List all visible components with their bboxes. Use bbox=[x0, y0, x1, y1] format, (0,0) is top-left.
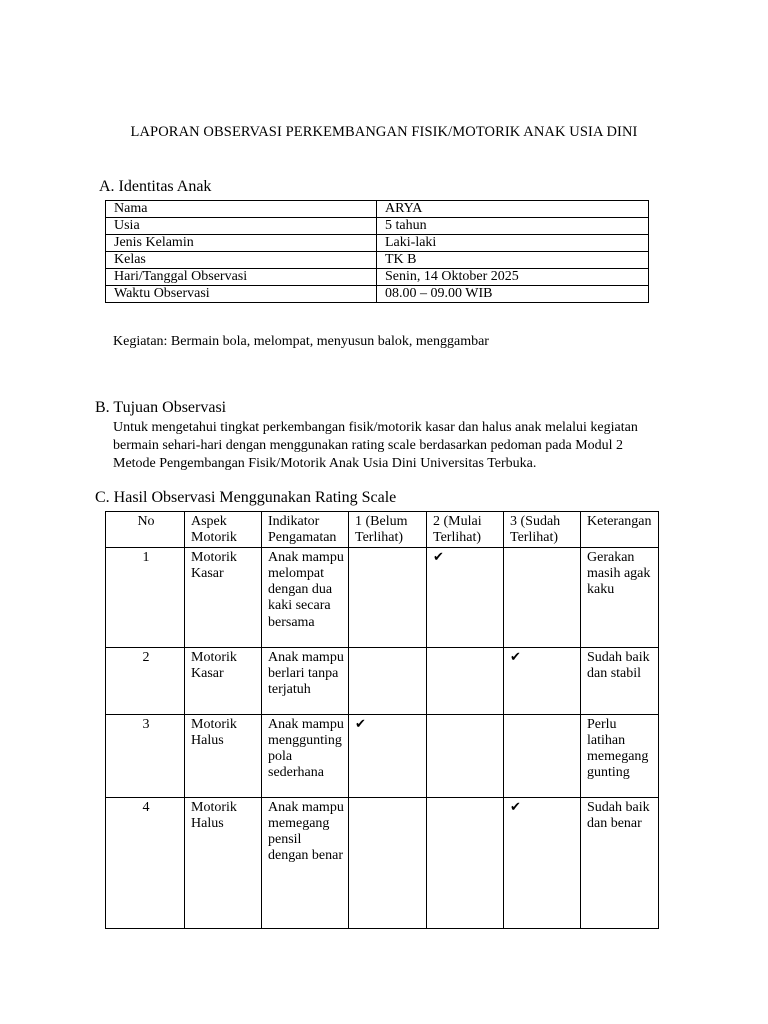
note-cell: Perlu latihan memegang gunting bbox=[581, 714, 659, 797]
identity-label: Kelas bbox=[106, 252, 377, 269]
note-cell: Gerakan masih agak kaku bbox=[581, 547, 659, 647]
score-1-cell: ✔ bbox=[349, 714, 427, 797]
note-cell: Sudah baik dan benar bbox=[581, 797, 659, 928]
table-row bbox=[106, 647, 659, 714]
indicator-cell: Anak mampu memegang pensil dengan benar bbox=[262, 797, 349, 928]
row-number: 3 bbox=[106, 714, 185, 797]
column-header: 1 (Belum Terlihat) bbox=[349, 512, 427, 548]
identity-label: Nama bbox=[106, 201, 377, 218]
page-title: LAPORAN OBSERVASI PERKEMBANGAN FISIK/MOTORIK ANAK USIA DINI bbox=[130, 124, 638, 140]
aspect-cell: Motorik Halus bbox=[185, 714, 262, 797]
indicator-cell: Anak mampu berlari tanpa terjatuh bbox=[262, 647, 349, 714]
identity-value: Laki-laki bbox=[377, 235, 649, 252]
table-row bbox=[106, 547, 659, 647]
indicator-cell: Anak mampu menggunting pola sederhana bbox=[262, 714, 349, 797]
identity-label: Hari/Tanggal Observasi bbox=[106, 269, 377, 286]
score-2-cell: ✔ bbox=[427, 547, 504, 647]
table-row bbox=[106, 201, 649, 218]
column-header: No bbox=[106, 512, 185, 548]
column-header: Indikator Pengamatan bbox=[262, 512, 349, 548]
section-a-heading: A. Identitas Anak bbox=[99, 178, 212, 195]
score-3-cell bbox=[504, 547, 581, 647]
score-3-cell: ✔ bbox=[504, 647, 581, 714]
note-cell: Sudah baik dan stabil bbox=[581, 647, 659, 714]
identity-value: 5 tahun bbox=[377, 218, 649, 235]
identity-value: 08.00 – 09.00 WIB bbox=[377, 286, 649, 303]
indicator-cell: Anak mampu melompat dengan dua kaki secara bersama bbox=[262, 547, 349, 647]
row-number: 2 bbox=[106, 647, 185, 714]
score-1-cell bbox=[349, 647, 427, 714]
section-c-heading: C. Hasil Observasi Menggunakan Rating Scale bbox=[95, 489, 397, 506]
table-row bbox=[106, 286, 649, 303]
score-2-cell bbox=[427, 714, 504, 797]
aspect-cell: Motorik Kasar bbox=[185, 547, 262, 647]
purpose-paragraph: Untuk mengetahui tingkat perkembangan fisik/motorik kasar dan halus anak melalui kegiatan bermain sehari-hari dengan menggunakan rating scale berdasarkan pedoman pada Modul 2 Metode Pengembangan Fisik/Motorik Anak Usia Dini Universitas Terbuka. bbox=[113, 420, 638, 471]
table-header-row bbox=[106, 512, 659, 548]
table-row bbox=[106, 235, 649, 252]
table-row bbox=[106, 252, 649, 269]
identity-value: Senin, 14 Oktober 2025 bbox=[377, 269, 649, 286]
score-1-cell bbox=[349, 797, 427, 928]
table-row bbox=[106, 714, 659, 797]
identity-value: TK B bbox=[377, 252, 649, 269]
rating-scale-table bbox=[105, 511, 659, 929]
table-row bbox=[106, 218, 649, 235]
score-1-cell bbox=[349, 547, 427, 647]
aspect-cell: Motorik Kasar bbox=[185, 647, 262, 714]
score-2-cell bbox=[427, 647, 504, 714]
identity-label: Usia bbox=[106, 218, 377, 235]
activity-text: Kegiatan: Bermain bola, melompat, menyusun balok, menggambar bbox=[113, 334, 489, 349]
identity-table bbox=[105, 200, 649, 303]
row-number: 4 bbox=[106, 797, 185, 928]
column-header: 3 (Sudah Terlihat) bbox=[504, 512, 581, 548]
identity-label: Waktu Observasi bbox=[106, 286, 377, 303]
column-header: Aspek Motorik bbox=[185, 512, 262, 548]
identity-value: ARYA bbox=[377, 201, 649, 218]
aspect-cell: Motorik Halus bbox=[185, 797, 262, 928]
score-3-cell bbox=[504, 714, 581, 797]
identity-label: Jenis Kelamin bbox=[106, 235, 377, 252]
column-header: Keterangan bbox=[581, 512, 659, 548]
table-row bbox=[106, 797, 659, 928]
score-3-cell: ✔ bbox=[504, 797, 581, 928]
column-header: 2 (Mulai Terlihat) bbox=[427, 512, 504, 548]
score-2-cell bbox=[427, 797, 504, 928]
section-b-heading: B. Tujuan Observasi bbox=[95, 399, 227, 416]
row-number: 1 bbox=[106, 547, 185, 647]
table-row bbox=[106, 269, 649, 286]
